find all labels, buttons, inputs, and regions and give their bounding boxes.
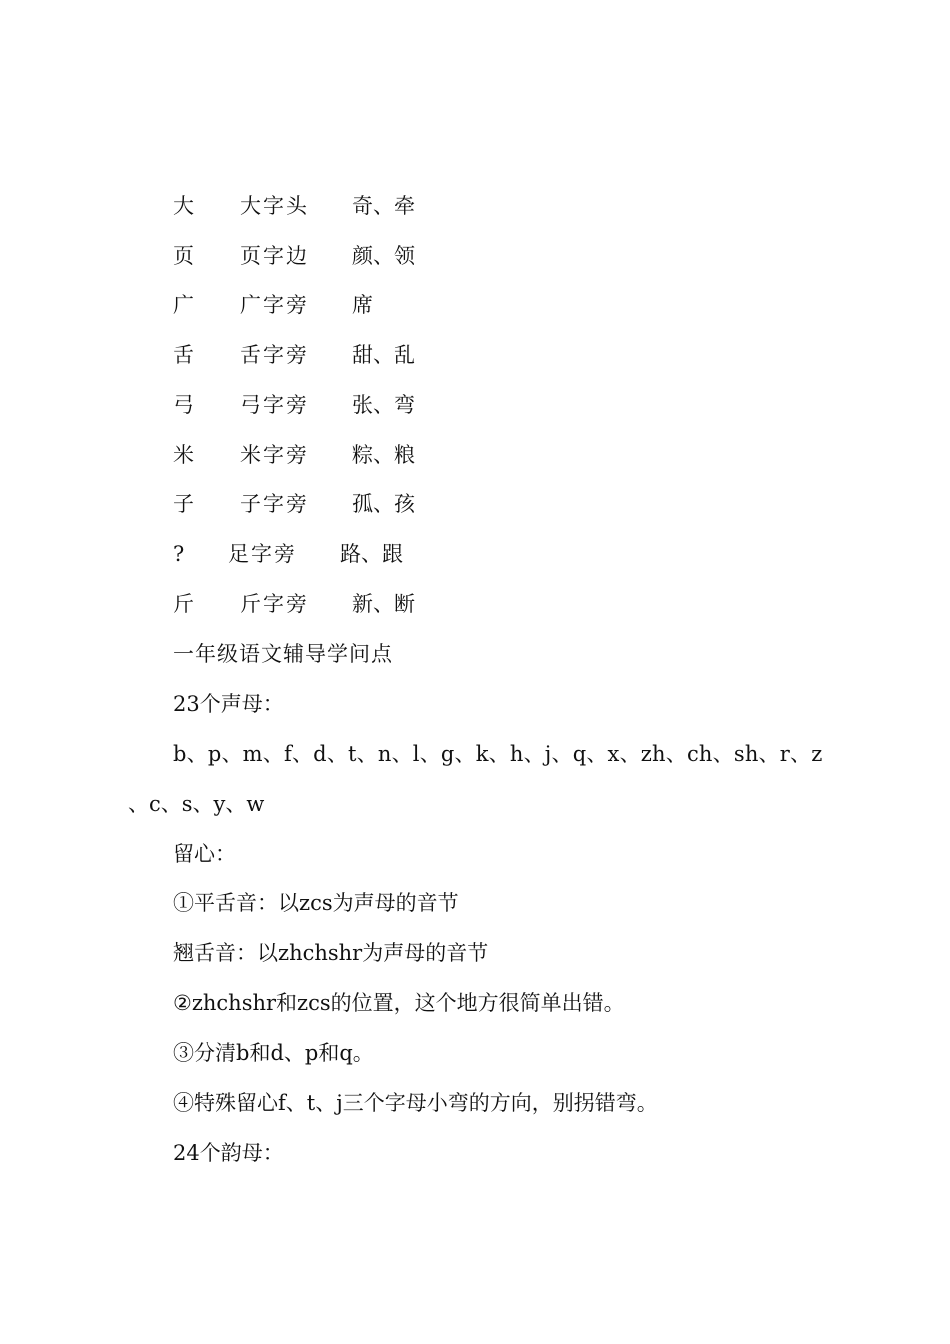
- radical-char: ?: [173, 542, 185, 566]
- radical-char: 弓: [173, 393, 194, 417]
- radical-name: 大字头: [240, 194, 309, 218]
- initials-list-line2: 、c、s、y、w: [128, 792, 265, 816]
- note-title: 留心：: [173, 842, 236, 866]
- note-item: ④特殊留心f、t、j三个字母小弯的方向，别拐错弯。: [173, 1091, 658, 1115]
- note-item: ②zhchshr和zcs的位置，这个地方很简单出错。: [173, 991, 625, 1015]
- radical-char: 页: [173, 244, 194, 268]
- radical-name: 子字旁: [240, 492, 309, 516]
- note-item: ③分清b和d、p和q。: [173, 1041, 374, 1065]
- note-item: 翘舌音：以zhchshr为声母的音节: [173, 941, 489, 965]
- radical-examples: 路、跟: [340, 542, 403, 566]
- radical-name: 米字旁: [240, 443, 309, 467]
- radical-char: 斤: [173, 592, 194, 616]
- radical-examples: 新、断: [352, 592, 415, 616]
- radical-examples: 甜、乱: [352, 343, 415, 367]
- radical-char: 大: [173, 194, 194, 218]
- radical-name: 斤字旁: [240, 592, 309, 616]
- radical-examples: 粽、粮: [352, 443, 415, 467]
- radical-examples: 张、弯: [352, 393, 415, 417]
- radical-char: 广: [173, 293, 194, 317]
- initials-list-line1: b、p、m、f、d、t、n、l、g、k、h、j、q、x、zh、ch、sh、r、z: [173, 742, 823, 766]
- radical-name: 足字旁: [228, 542, 297, 566]
- radical-char: 子: [173, 492, 194, 516]
- finals-title: 24个韵母：: [173, 1141, 284, 1165]
- initials-title: 23个声母：: [173, 692, 284, 716]
- radical-examples: 席: [352, 293, 373, 317]
- radical-name: 广字旁: [240, 293, 309, 317]
- radical-name: 舌字旁: [240, 343, 309, 367]
- section-heading: 一年级语文辅导学问点: [173, 642, 393, 666]
- note-item: ①平舌音：以zcs为声母的音节: [173, 891, 459, 915]
- radical-char: 米: [173, 443, 194, 467]
- radical-examples: 奇、牵: [352, 194, 415, 218]
- radical-char: 舌: [173, 343, 194, 367]
- radical-examples: 颜、领: [352, 244, 415, 268]
- radical-examples: 孤、孩: [352, 492, 415, 516]
- radical-name: 弓字旁: [240, 393, 309, 417]
- radical-name: 页字边: [240, 244, 309, 268]
